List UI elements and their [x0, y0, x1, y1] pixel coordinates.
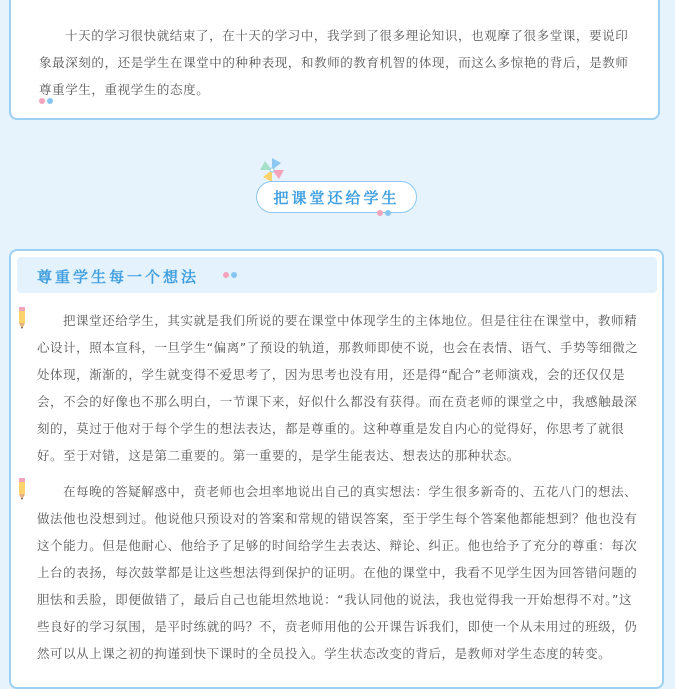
intro-card	[9, 0, 660, 120]
pink-dot-icon	[377, 210, 383, 216]
section-title: 尊重学生每一个想法	[37, 268, 200, 286]
blue-dot-icon	[231, 272, 237, 278]
intro-paragraph: 十天的学习很快就结束了，在十天的学习中，我学到了很多理论知识，也观摩了很多堂课，要说印象最深刻的，还是学生在课堂中的种种表现，和教师的教育机智的体现，而这么多惊艳的背后，是教师尊重学生，重视学生的态度。	[39, 28, 629, 97]
pink-dot-icon	[223, 272, 229, 278]
pink-dot-icon	[39, 98, 45, 104]
paragraph-2: 在每晚的答疑解惑中，贲老师也会坦率地说出自己的真实想法：学生很多新奇的、五花八门的想法、做法他也没想到过。他说他只预设对的答案和常规的错误答案，至于学生每个答案他都能想到？他也没有这个能力。但是他耐心、他给予了足够的时间给学生去表达、辩论、纠正。他也给予了充分的尊重：每次上台的表扬，每次鼓掌都是让这些想法得到保护的证明。在他的课堂中，我看不见学生因为回答错问题的胆怯和丢脸，即便做错了，最后自己也能坦然地说：“我认同他的说法，我也觉得我一开始想得不对。”这些良好的学习氛围，是平时练就的吗？不，贲老师用他的公开课告诉我们，即使一个从未用过的班级，仍然可以从上课之初的拘谨到快下课时的全员投入。学生状态改变的背后，是教师对学生态度的转变。	[37, 484, 638, 661]
header-dots	[223, 272, 237, 278]
pencil-icon	[17, 478, 27, 500]
blue-dot-icon	[385, 210, 391, 216]
section-banner	[256, 181, 417, 213]
content-card	[9, 249, 664, 689]
decorative-dots	[39, 98, 53, 104]
banner-title: 把课堂还给学生	[273, 188, 400, 207]
pencil-icon	[17, 307, 27, 329]
section-header	[17, 257, 657, 293]
banner-dots	[377, 210, 391, 216]
blue-dot-icon	[47, 98, 53, 104]
pinwheel-icon	[259, 157, 285, 183]
paragraph-1: 把课堂还给学生，其实就是我们所说的要在课堂中体现学生的主体地位。但是往往在课堂中，教师精心设计，照本宣科，一旦学生“偏离”了预设的轨道，那教师即使不说，也会在表情、语气、手势等细微之处体现，渐渐的，学生就变得不爱思考了，因为思考也没有用，还是得“配合”老师演戏，会的还仅仅是会，不会的好像也不那么明白，一节课下来，好似什么都没有获得。而在贲老师的课堂之中，我感触最深刻的，莫过于他对于每个学生的想法表达，都是尊重的。这种尊重是发自内心的觉得好，你思考了就很好。至于对错，这是第二重要的。第一重要的，是学生能表达、想表达的那种状态。	[37, 313, 639, 463]
